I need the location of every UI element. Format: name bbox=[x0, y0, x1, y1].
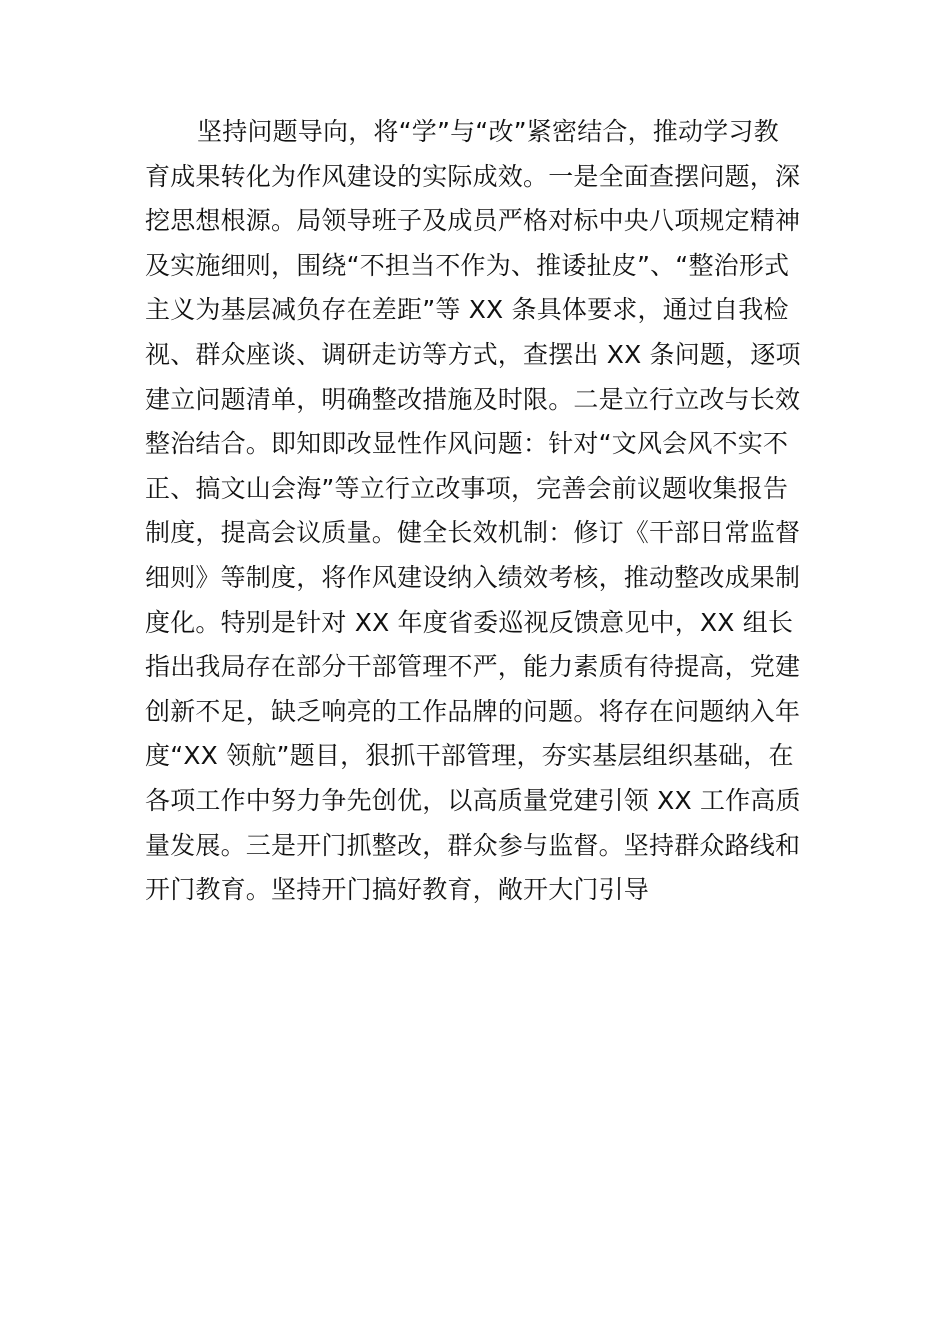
text-line: 及实施细则，围绕“不担当不作为、推诿扯皮”、“整治形式 bbox=[145, 250, 790, 280]
text-line: 度化。特别是针对 XX 年度省委巡视反馈意见中，XX 组长 bbox=[145, 607, 794, 637]
text-line: 建立问题清单，明确整改措施及时限。二是立行立改与长效 bbox=[145, 384, 801, 414]
text-line: 创新不足，缺乏响亮的工作品牌的问题。将存在问题纳入年 bbox=[145, 696, 801, 726]
text-line: 视、群众座谈、调研走访等方式，查摆出 XX 条问题，逐项 bbox=[145, 339, 801, 369]
text-line: 整治结合。即知即改显性作风问题：针对“文风会风不实不 bbox=[145, 429, 789, 459]
text-line: 度“XX 领航”题目，狠抓干部管理，夯实基层组织基础，在 bbox=[145, 741, 794, 771]
text-line: 正、搞文山会海”等立行立改事项，完善会前议题收集报告 bbox=[145, 473, 789, 503]
text-line: 制度，提高会议质量。健全长效机制：修订《干部日常监督 bbox=[145, 518, 801, 548]
text-line: 量发展。三是开门抓整改，群众参与监督。坚持群众路线和 bbox=[145, 830, 801, 860]
text-line: 细则》等制度，将作风建设纳入绩效考核，推动整改成果制 bbox=[145, 562, 801, 592]
body-paragraph bbox=[145, 110, 815, 913]
text-line: 各项工作中努力争先创优，以高质量党建引领 XX 工作高质 bbox=[145, 785, 801, 815]
text-line: 开门教育。坚持开门搞好教育，敞开大门引导 bbox=[145, 875, 650, 905]
text-line: 坚持问题导向，将“学”与“改”紧密结合，推动学习教 bbox=[197, 117, 779, 146]
text-line: 挖思想根源。局领导班子及成员严格对标中央八项规定精神 bbox=[145, 206, 801, 236]
text-line: 指出我局存在部分干部管理不严，能力素质有待提高，党建 bbox=[145, 652, 801, 682]
text-line: 育成果转化为作风建设的实际成效。一是全面查摆问题，深 bbox=[145, 161, 801, 191]
text-line: 主义为基层减负存在差距”等 XX 条具体要求，通过自我检 bbox=[145, 295, 789, 325]
